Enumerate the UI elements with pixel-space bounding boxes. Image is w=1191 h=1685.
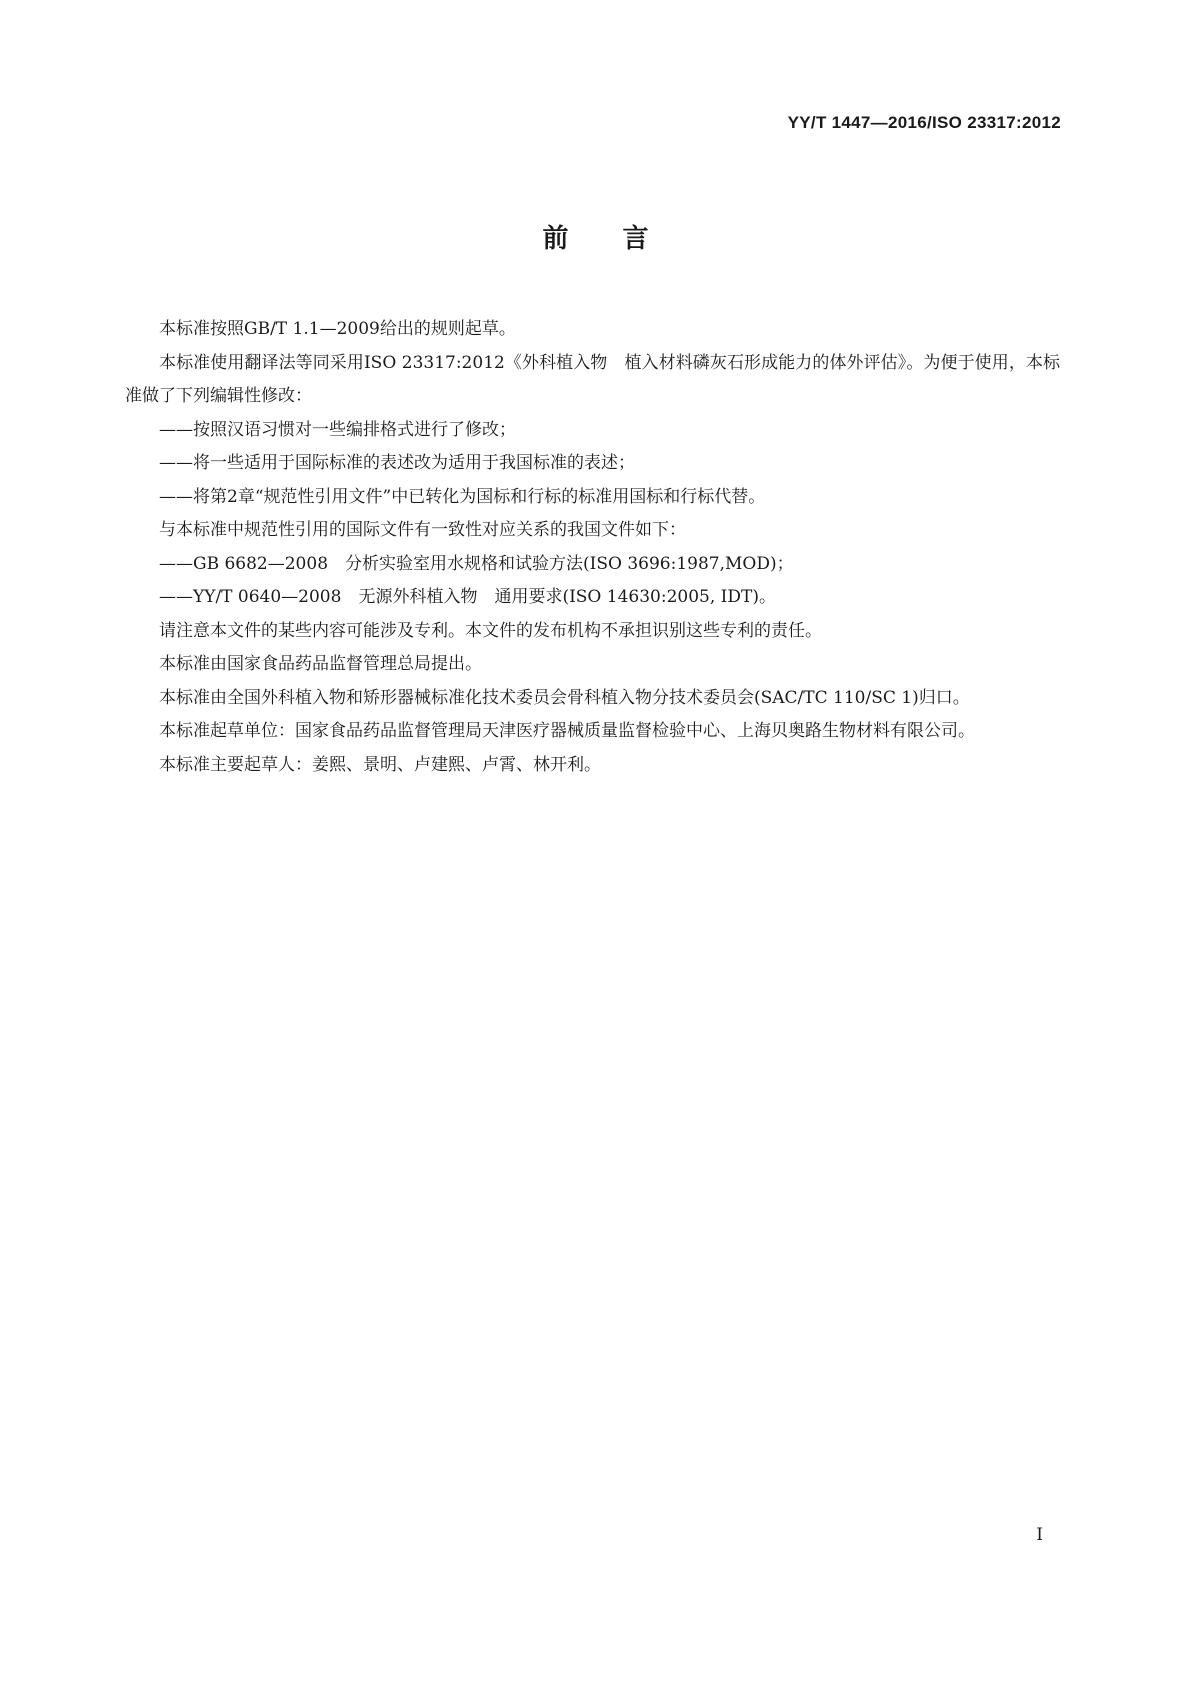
paragraph-drafters: 本标准主要起草人：姜熙、景明、卢建熙、卢霄、林开利。 bbox=[159, 754, 601, 775]
paragraph-drafting-units: 本标准起草单位：国家食品药品监督管理局天津医疗器械质量监督检验中心、上海贝奥路生物材料有限公司。 bbox=[159, 721, 975, 741]
paragraph-drafting-rules: 本标准按照GB/T 1.1—2009给出的规则起草。 bbox=[159, 319, 516, 339]
list-item-edit-wording: ——将一些适用于国际标准的表述改为适用于我国标准的表述； bbox=[159, 453, 635, 473]
paragraph-proposer: 本标准由国家食品药品监督管理总局提出。 bbox=[159, 654, 482, 674]
paragraph-corresponding-documents: 与本标准中规范性引用的国际文件有一致性对应关系的我国文件如下： bbox=[159, 520, 686, 540]
page-number: I bbox=[1036, 1525, 1043, 1545]
list-item-edit-format: ——按照汉语习惯对一些编排格式进行了修改； bbox=[159, 419, 516, 440]
standard-code-header: YY/T 1447—2016/ISO 23317:2012 bbox=[787, 113, 1061, 132]
paragraph-technical-committee: 本标准由全国外科植入物和矫形器械标准化技术委员会骨科植入物分技术委员会(SAC/TC 110/SC 1)归口。 bbox=[159, 687, 970, 708]
paragraph-patent-notice: 请注意本文件的某些内容可能涉及专利。本文件的发布机构不承担识别这些专利的责任。 bbox=[159, 620, 822, 641]
list-item-edit-references: ——将第2章“规范性引用文件”中已转化为国标和行标的标准用国标和行标代替。 bbox=[159, 486, 766, 507]
list-item-yy-0640: ——YY/T 0640—2008 无源外科植入物 通用要求(ISO 14630:2005, IDT)。 bbox=[159, 587, 776, 607]
list-item-gb-6682: ——GB 6682—2008 分析实验室用水规格和试验方法(ISO 3696:1987,MOD)； bbox=[159, 553, 794, 574]
paragraph-adoption: 本标准使用翻译法等同采用ISO 23317:2012《外科植入物 植入材料磷灰石形成能力的体外评估》。为便于使用，本标准做了下列编辑性修改： bbox=[125, 352, 1060, 406]
foreword-body bbox=[125, 313, 1060, 782]
page-title: 前言 bbox=[542, 224, 703, 254]
